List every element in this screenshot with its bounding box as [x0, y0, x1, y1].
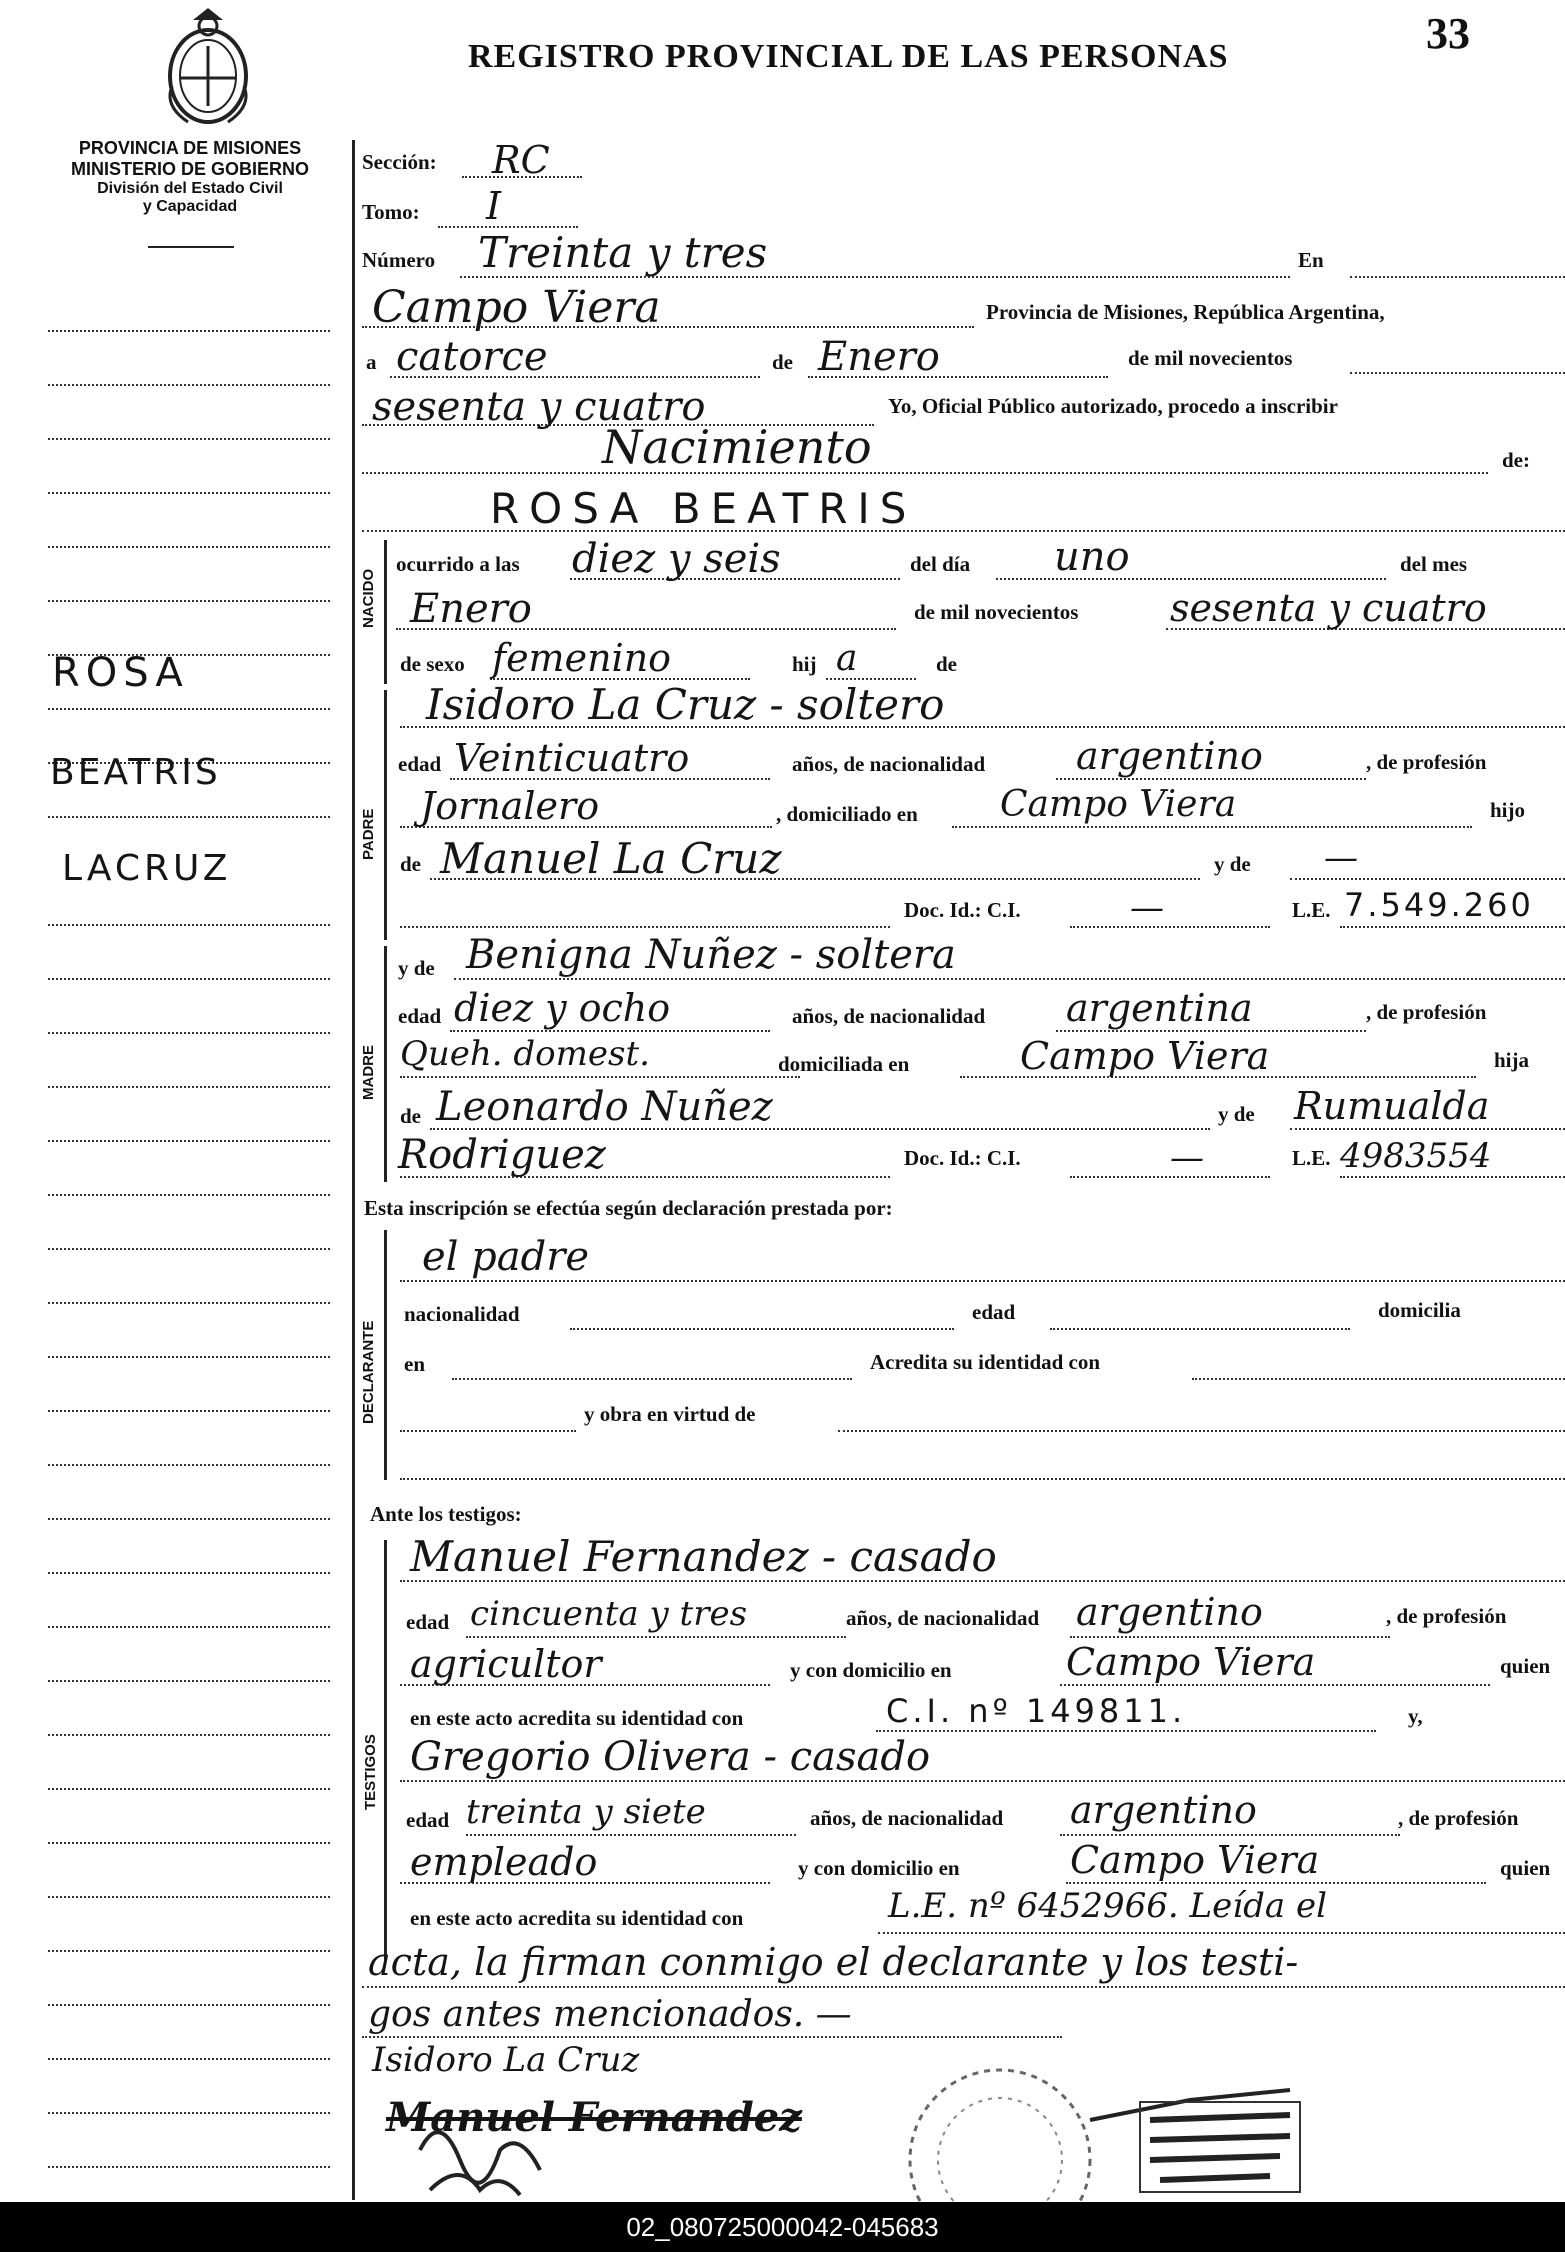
t1-doc-value: C.I. nº 149811.: [886, 1692, 1187, 1730]
nombre-value: ROSA BEATRIS: [490, 484, 917, 533]
del-dia-label: del día: [910, 552, 971, 576]
en-label: En: [1298, 248, 1324, 272]
declarante-divider: [384, 1230, 387, 1480]
padre-dom-value: Campo Viera: [1000, 784, 1237, 825]
madre-prof-label: , de profesión: [1366, 1000, 1487, 1024]
madre-nac-label: años, de nacionalidad: [792, 1004, 986, 1028]
footer-id: 02_080725000042-045683: [0, 2202, 1565, 2252]
t2-dom-value: Campo Viera: [1070, 1838, 1320, 1882]
numero-value: Treinta y tres: [478, 228, 768, 277]
madre-label: MADRE: [360, 1045, 377, 1100]
t2-acredita-label: en este acto acredita su identidad con: [410, 1906, 744, 1930]
testigos-label: TESTIGOS: [362, 1734, 379, 1810]
madre-doc-label: Doc. Id.: C.I.: [904, 1146, 1021, 1170]
madre-edad-label: edad: [398, 1004, 442, 1028]
de-mil-label: de mil novecientos: [1128, 346, 1293, 370]
y-obra-label: y obra en virtud de: [584, 1402, 756, 1426]
padre-label: PADRE: [360, 808, 377, 860]
anio-nac-value: sesenta y cuatro: [1170, 586, 1487, 630]
margin-name-second: BEATRIS: [50, 752, 221, 793]
agency-province: PROVINCIA DE MISIONES: [78, 138, 302, 158]
decl-en-label: en: [404, 1352, 425, 1376]
madre-prof-value: Queh. domest.: [400, 1034, 650, 1074]
madre-y-de-value: Rumualda: [1294, 1084, 1490, 1128]
provincia-label: Provincia de Misiones, República Argentina,: [986, 300, 1385, 324]
t2-prof-label: , de profesión: [1398, 1806, 1519, 1830]
nacido-divider: [384, 540, 387, 684]
margin-name-surname: LACRUZ: [62, 848, 232, 889]
acredita-label: Acredita su identidad con: [870, 1350, 1101, 1374]
seccion-label: Sección:: [362, 150, 437, 174]
testigo2-value: Gregorio Olivera - casado: [410, 1734, 931, 1780]
signature-declarante: Isidoro La Cruz: [372, 2040, 640, 2080]
tomo-label: Tomo:: [362, 200, 420, 224]
t1-nac-label: años, de nacionalidad: [846, 1606, 1040, 1630]
page-number: 33: [1426, 9, 1470, 58]
padre-le-label: L.E.: [1292, 898, 1331, 922]
t1-acredita-label: en este acto acredita su identidad con: [410, 1706, 744, 1730]
hijo-label: hijo: [1490, 798, 1526, 822]
t1-y-label: y,: [1408, 1704, 1423, 1728]
madre-ci-value: —: [1170, 1138, 1204, 1178]
madre-de-value: Leonardo Nuñez: [436, 1084, 773, 1130]
hora-value: diez y seis: [572, 536, 781, 582]
padre-edad-value: Veinticuatro: [454, 736, 690, 780]
numero-label: Número: [362, 248, 436, 272]
sexo-label: de sexo: [400, 652, 465, 676]
madre-de-label: de: [400, 1104, 421, 1128]
hij-label: hij: [792, 652, 817, 676]
t2-nac-label: años, de nacionalidad: [810, 1806, 1004, 1830]
seccion-value: RC: [492, 138, 550, 182]
nacionalidad-label: nacionalidad: [404, 1302, 520, 1326]
mes-nac-value: Enero: [410, 586, 532, 632]
madre-y-de-label: y de: [398, 956, 435, 980]
madre-value: Benigna Nuñez - soltera: [466, 932, 956, 978]
padre-nac-value: argentino: [1076, 734, 1263, 778]
mes-value: Enero: [818, 334, 940, 380]
sexo-value: femenino: [492, 636, 672, 680]
tomo-value: I: [486, 184, 502, 228]
padre-ci-value: —: [1130, 888, 1164, 928]
hija-label: hija: [1494, 1048, 1530, 1072]
t2-edad-label: edad: [406, 1808, 450, 1832]
a-label: a: [366, 350, 377, 374]
padre-edad-label: edad: [398, 752, 442, 776]
agency-ministry: MINISTERIO DE GOBIERNO: [70, 159, 310, 179]
padre-doc-label: Doc. Id.: C.I.: [904, 898, 1021, 922]
esta-inscripcion-label: Esta inscripción se efectúa según declaración prestada por:: [364, 1196, 893, 1220]
margin-name-first: ROSA: [52, 650, 189, 696]
padre-y-de-label: y de: [1214, 852, 1251, 876]
declarante-value: el padre: [422, 1234, 590, 1280]
declarante-label: DECLARANTE: [360, 1320, 377, 1424]
de-colon-label: de:: [1502, 448, 1530, 472]
padre-value: Isidoro La Cruz - soltero: [426, 680, 945, 729]
padre-prof-label: , de profesión: [1366, 750, 1487, 774]
t1-edad-value: cincuenta y tres: [470, 1594, 748, 1634]
madre-nac-value: argentina: [1066, 986, 1253, 1030]
testigos-divider: [384, 1540, 387, 1960]
t2-edad-value: treinta y siete: [466, 1792, 706, 1832]
testigo1-value: Manuel Fernandez - casado: [410, 1532, 997, 1581]
main-divider: [352, 140, 355, 2200]
agency-underline: [148, 246, 234, 248]
official-stamp-icon: [870, 2060, 1310, 2210]
madre-le-value: 4983554: [1340, 1136, 1492, 1176]
madre-dom-value: Campo Viera: [1020, 1034, 1270, 1078]
madre-divider: [384, 946, 387, 1182]
anio-value: sesenta y cuatro: [372, 384, 706, 430]
de-2-label: de: [936, 652, 957, 676]
t1-quien-label: quien: [1500, 1654, 1551, 1678]
decl-edad-label: edad: [972, 1300, 1016, 1324]
t1-prof-value: agricultor: [410, 1642, 602, 1686]
de-label: de: [772, 350, 793, 374]
madre-dom-label: domiciliada en: [778, 1052, 910, 1076]
t2-prof-value: empleado: [410, 1840, 598, 1884]
padre-nac-label: años, de nacionalidad: [792, 752, 986, 776]
page-title: REGISTRO PROVINCIAL DE LAS PERSONAS: [468, 38, 1229, 75]
t2-doc-value: L.E. nº 6452966. Leída el: [888, 1886, 1327, 1926]
padre-y-de-value: —: [1324, 838, 1358, 878]
yo-oficial-label: Yo, Oficial Público autorizado, procedo a inscribir: [888, 394, 1338, 418]
lugar-value: Campo Viera: [372, 282, 661, 333]
dia-nac-value: uno: [1054, 534, 1130, 580]
t1-nac-value: argentino: [1076, 1590, 1263, 1634]
madre-edad-value: diez y ocho: [454, 986, 671, 1030]
cierre-line2: gos antes mencionados. —: [368, 1994, 852, 2035]
del-mes-label: del mes: [1400, 552, 1468, 576]
padre-dom-label: , domiciliado en: [776, 802, 918, 826]
t1-dom-label: y con domicilio en: [790, 1658, 952, 1682]
t2-quien-label: quien: [1500, 1856, 1551, 1880]
padre-de-value: Manuel La Cruz: [440, 834, 782, 883]
agency-block: [40, 138, 340, 216]
hij-value: a: [836, 638, 858, 679]
signature-testigo: Manuel Fernandez: [386, 2094, 802, 2141]
agency-capacity: y Capacidad: [142, 198, 238, 215]
padre-prof-value: Jornalero: [420, 784, 600, 828]
madre-le-label: L.E.: [1292, 1146, 1331, 1170]
domicilia-label: domicilia: [1378, 1298, 1461, 1322]
t2-nac-value: argentino: [1070, 1788, 1257, 1832]
padre-le-value: 7.549.260: [1344, 886, 1534, 924]
t1-prof-label: , de profesión: [1386, 1604, 1507, 1628]
madre-y-de-2-value: Rodriguez: [398, 1132, 606, 1178]
madre-y-de-2-label: y de: [1218, 1102, 1255, 1126]
t1-edad-label: edad: [406, 1610, 450, 1634]
cierre-line1: acta, la firman conmigo el declarante y los testi-: [368, 1940, 1299, 1984]
t2-dom-label: y con domicilio en: [798, 1856, 960, 1880]
de-mil-2-label: de mil novecientos: [914, 600, 1079, 624]
padre-de-label: de: [400, 852, 421, 876]
ante-testigos-label: Ante los testigos:: [370, 1502, 522, 1526]
signature-scribble-icon: [400, 2090, 900, 2200]
padre-divider: [384, 690, 387, 940]
acto-value: Nacimiento: [602, 420, 872, 474]
dia-value: catorce: [396, 334, 548, 380]
ocurrido-label: ocurrido a las: [396, 552, 520, 576]
nacido-label: NACIDO: [360, 568, 377, 628]
agency-division: División del Estado Civil: [97, 180, 283, 197]
argentina-crest-icon: [158, 6, 258, 130]
t1-dom-value: Campo Viera: [1066, 1640, 1316, 1684]
